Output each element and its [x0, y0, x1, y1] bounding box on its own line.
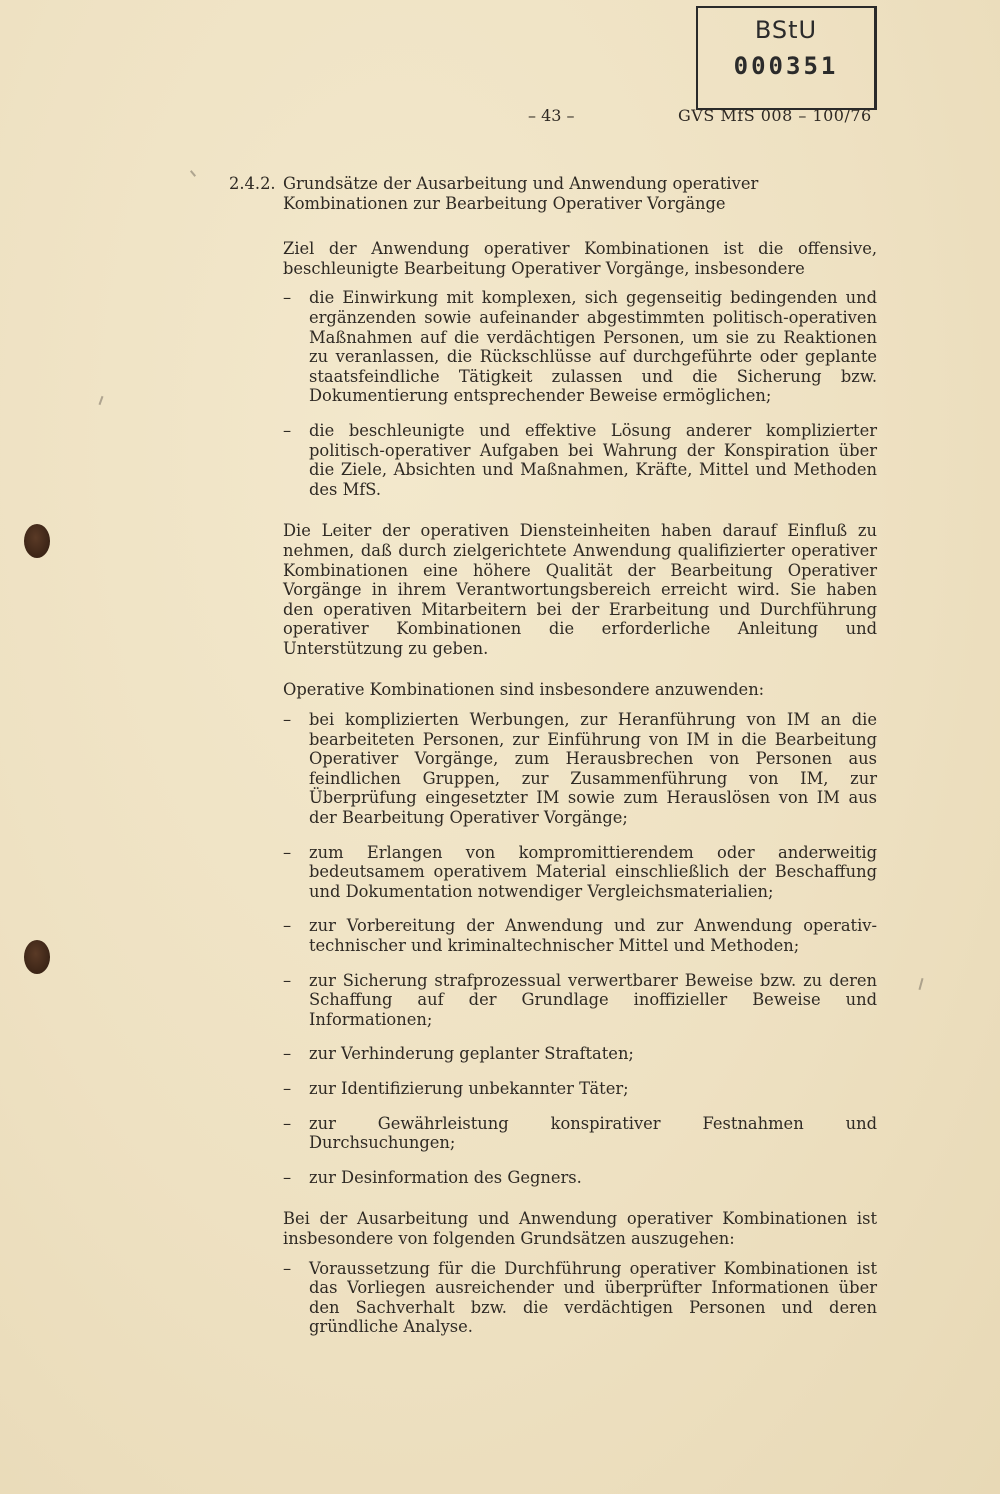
- section-title: Grundsätze der Ausarbeitung und Anwendung operativer Kombinationen zur Bearbeitung Operativer Vorgänge: [283, 174, 759, 213]
- scan-speck: [99, 396, 104, 405]
- list-item: [283, 421, 877, 499]
- punch-hole-top: [24, 524, 50, 558]
- list-item: [283, 288, 877, 406]
- list-dash: –: [283, 710, 292, 730]
- list-item-text: zur Vorbereitung der Anwendung und zur Anwendung operativ-technischer und kriminaltechnischer Mittel und Methoden;: [309, 916, 877, 955]
- leaders-paragraph: Die Leiter der operativen Diensteinheiten haben darauf Einfluß zu nehmen, daß durch zielgerichtete Anwendung qualifizierter operativer Kombinationen eine höhere Qualität der Bearbeitung Operativer Vorgänge in ihrem Verantwortungsbereich erreicht wird. Sie haben den operativen Mitarbeitern bei der Erarbeitung und Durchführung operativer Kombinationen die erforderliche Anleitung und Unterstützung zu geben.: [283, 521, 877, 658]
- list-dash: –: [283, 970, 292, 990]
- list-item-text: zur Verhinderung geplanter Straftaten;: [309, 1044, 634, 1064]
- scan-speck: [190, 170, 196, 177]
- document-reference: GVS MfS 008 – 100/76: [678, 106, 872, 125]
- list-item-text: Voraussetzung für die Durchführung operativer Kombinationen ist das Vorliegen ausreichender und überprüfter Informationen über den Sachverhalt bzw. die verdächtigen Personen und deren gründliche Analyse.: [309, 1258, 877, 1337]
- list-item-text: zum Erlangen von kompromittierendem oder anderweitig bedeutsamem operativem Material einschließlich der Beschaffung und Dokumentation notwendiger Vergleichsmaterialien;: [309, 842, 877, 901]
- stamp-archive-name: BStU: [754, 16, 818, 44]
- list-item-text: die beschleunigte und effektive Lösung anderer komplizierter politisch-operativer Aufgaben bei Wahrung der Konspiration über die Ziele, Absichten und Maßnahmen, Kräfte, Mittel und Methoden des MfS.: [309, 420, 877, 499]
- aim-intro-paragraph: Ziel der Anwendung operativer Kombinationen ist die offensive, beschleunigte Bearbeitung Operativer Vorgänge, insbesondere: [283, 239, 877, 278]
- list-dash: –: [283, 1167, 292, 1187]
- application-list: [283, 710, 877, 1187]
- list-dash: –: [283, 1113, 292, 1133]
- list-item: [283, 1044, 877, 1064]
- section-number: 2.4.2.: [229, 174, 276, 193]
- list-item: [283, 971, 877, 1030]
- list-dash: –: [283, 842, 292, 862]
- list-item-text: bei komplizierten Werbungen, zur Heranführung von IM an die bearbeiteten Personen, zur Einführung von IM in die Bearbeitung Operativer Vorgänge, zum Herausbrechen von Personen aus feindlichen Gruppen, zur Zusammenführung von IM, zur Überprüfung eingesetzter IM sowie zum Herauslösen von IM aus der Bearbeitung Operativer Vorgänge;: [309, 710, 877, 828]
- scan-speck: [918, 978, 923, 990]
- principles-list: [283, 1259, 877, 1337]
- list-item: [283, 916, 877, 955]
- list-dash: –: [283, 420, 292, 440]
- section-heading: [229, 174, 877, 213]
- document-body: [229, 174, 877, 1352]
- section-body: [229, 239, 877, 1337]
- list-item-text: zur Gewährleistung konspirativer Festnahmen und Durchsuchungen;: [309, 1113, 877, 1153]
- list-dash: –: [283, 1044, 292, 1064]
- list-dash: –: [283, 1078, 292, 1098]
- list-item: [283, 1079, 877, 1099]
- list-item-text: zur Identifizierung unbekannter Täter;: [309, 1078, 629, 1098]
- list-item: [283, 1114, 877, 1153]
- list-item: [283, 843, 877, 902]
- aim-list: [283, 288, 877, 499]
- list-item: [283, 1168, 877, 1188]
- punch-hole-bottom: [24, 940, 50, 974]
- list-item: [283, 710, 877, 828]
- page-number: – 43 –: [528, 106, 575, 125]
- list-item-text: die Einwirkung mit komplexen, sich gegenseitig bedingenden und ergänzenden sowie aufeinander abgestimmten politisch-operativen Maßnahmen auf die verdächtigen Personen, um sie zu Reaktionen zu veranlassen, die Rückschlüsse auf durchgeführte oder geplante staatsfeindliche Tätigkeit zulassen und die Sicherung bzw. Dokumentierung entsprechender Beweise ermöglichen;: [309, 288, 877, 406]
- application-intro-paragraph: Operative Kombinationen sind insbesondere anzuwenden:: [283, 680, 765, 700]
- list-dash: –: [283, 1258, 292, 1278]
- list-item-text: zur Sicherung strafprozessual verwertbarer Beweise bzw. zu deren Schaffung auf der Grundlage inoffizieller Beweise und Informationen;: [309, 970, 877, 1029]
- stamp-archive-number: 000351: [733, 52, 839, 80]
- principles-intro-paragraph: Bei der Ausarbeitung und Anwendung operativer Kombinationen ist insbesondere von folgenden Grundsätzen auszugehen:: [283, 1209, 877, 1248]
- list-dash: –: [283, 916, 292, 936]
- archive-stamp: [696, 6, 877, 110]
- list-dash: –: [283, 288, 292, 308]
- list-item: [283, 1259, 877, 1337]
- list-item-text: zur Desinformation des Gegners.: [309, 1167, 582, 1187]
